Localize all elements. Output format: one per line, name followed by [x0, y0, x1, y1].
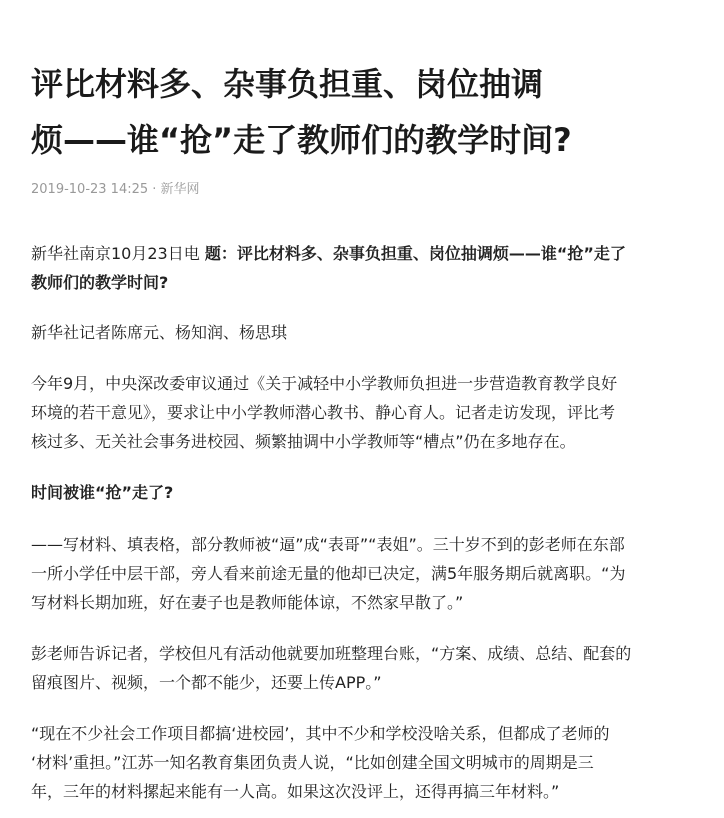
article-meta: 2019-10-23 14:25 · 新华网 — [31, 182, 200, 197]
paragraph-2-line-2: 一所小学任中层干部，旁人看来前途无量的他却已决定，满5年服务期后就离职。“为 — [31, 564, 626, 583]
lead-paragraph — [31, 239, 715, 297]
paragraph-3 — [31, 639, 715, 697]
paragraph-1-line-2: 环境的若干意见》，要求让中小学教师潜心教书、静心育人。记者走访发现，评比考 — [31, 403, 616, 422]
paragraph-1-line-1: 今年9月，中央深改委审议通过《关于减轻中小学教师负担进一步营造教育教学良好 — [31, 374, 618, 393]
article-title-line-2: 烦——谁“抢”走了教师们的教学时间? — [31, 121, 572, 159]
paragraph-4-line-2: ‘材料’重担。”江苏一知名教育集团负责人说，“比如创建全国文明城市的周期是三 — [31, 753, 594, 772]
paragraph-1 — [31, 369, 715, 456]
lead-headline-part-1: 题：评比材料多、杂事负担重、岗位抽调烦——谁“抢”走了 — [204, 244, 626, 263]
byline: 新华社记者陈席元、杨知润、杨思琪 — [31, 323, 288, 342]
paragraph-2-line-3: 写材料长期加班，好在妻子也是教师能体谅，不然家早散了。” — [31, 593, 464, 612]
paragraph-2-line-1: ——写材料、填表格，部分教师被“逼”成“表哥”“表姐”。三十岁不到的彭老师在东部 — [31, 535, 625, 554]
dateline: 新华社南京10月23日电 — [31, 244, 200, 263]
paragraph-4-line-1: “现在不少社会工作项目都搞‘进校园’，其中不少和学校没啥关系，但都成了老师的 — [31, 724, 610, 743]
paragraph-1-line-3: 核过多、无关社会事务进校园、频繁抽调中小学教师等“槽点”仍在多地存在。 — [31, 432, 576, 451]
article-title — [31, 56, 711, 168]
lead-line-1 — [31, 239, 715, 268]
paragraph-3-line-2: 留痕图片、视频，一个都不能少，还要上传APP。” — [31, 673, 382, 692]
paragraph-4 — [31, 719, 715, 806]
lead-headline-part-2: 教师们的教学时间? — [31, 273, 169, 292]
article-title-line-1: 评比材料多、杂事负担重、岗位抽调 — [31, 65, 544, 103]
paragraph-4-line-3: 年，三年的材料摞起来能有一人高。如果这次没评上，还得再搞三年材料。” — [31, 782, 560, 801]
paragraph-3-line-1: 彭老师告诉记者，学校但凡有活动他就要加班整理台账，“方案、成绩、总结、配套的 — [31, 644, 632, 663]
paragraph-2 — [31, 530, 715, 617]
subheading: 时间被谁“抢”走了? — [31, 483, 174, 502]
